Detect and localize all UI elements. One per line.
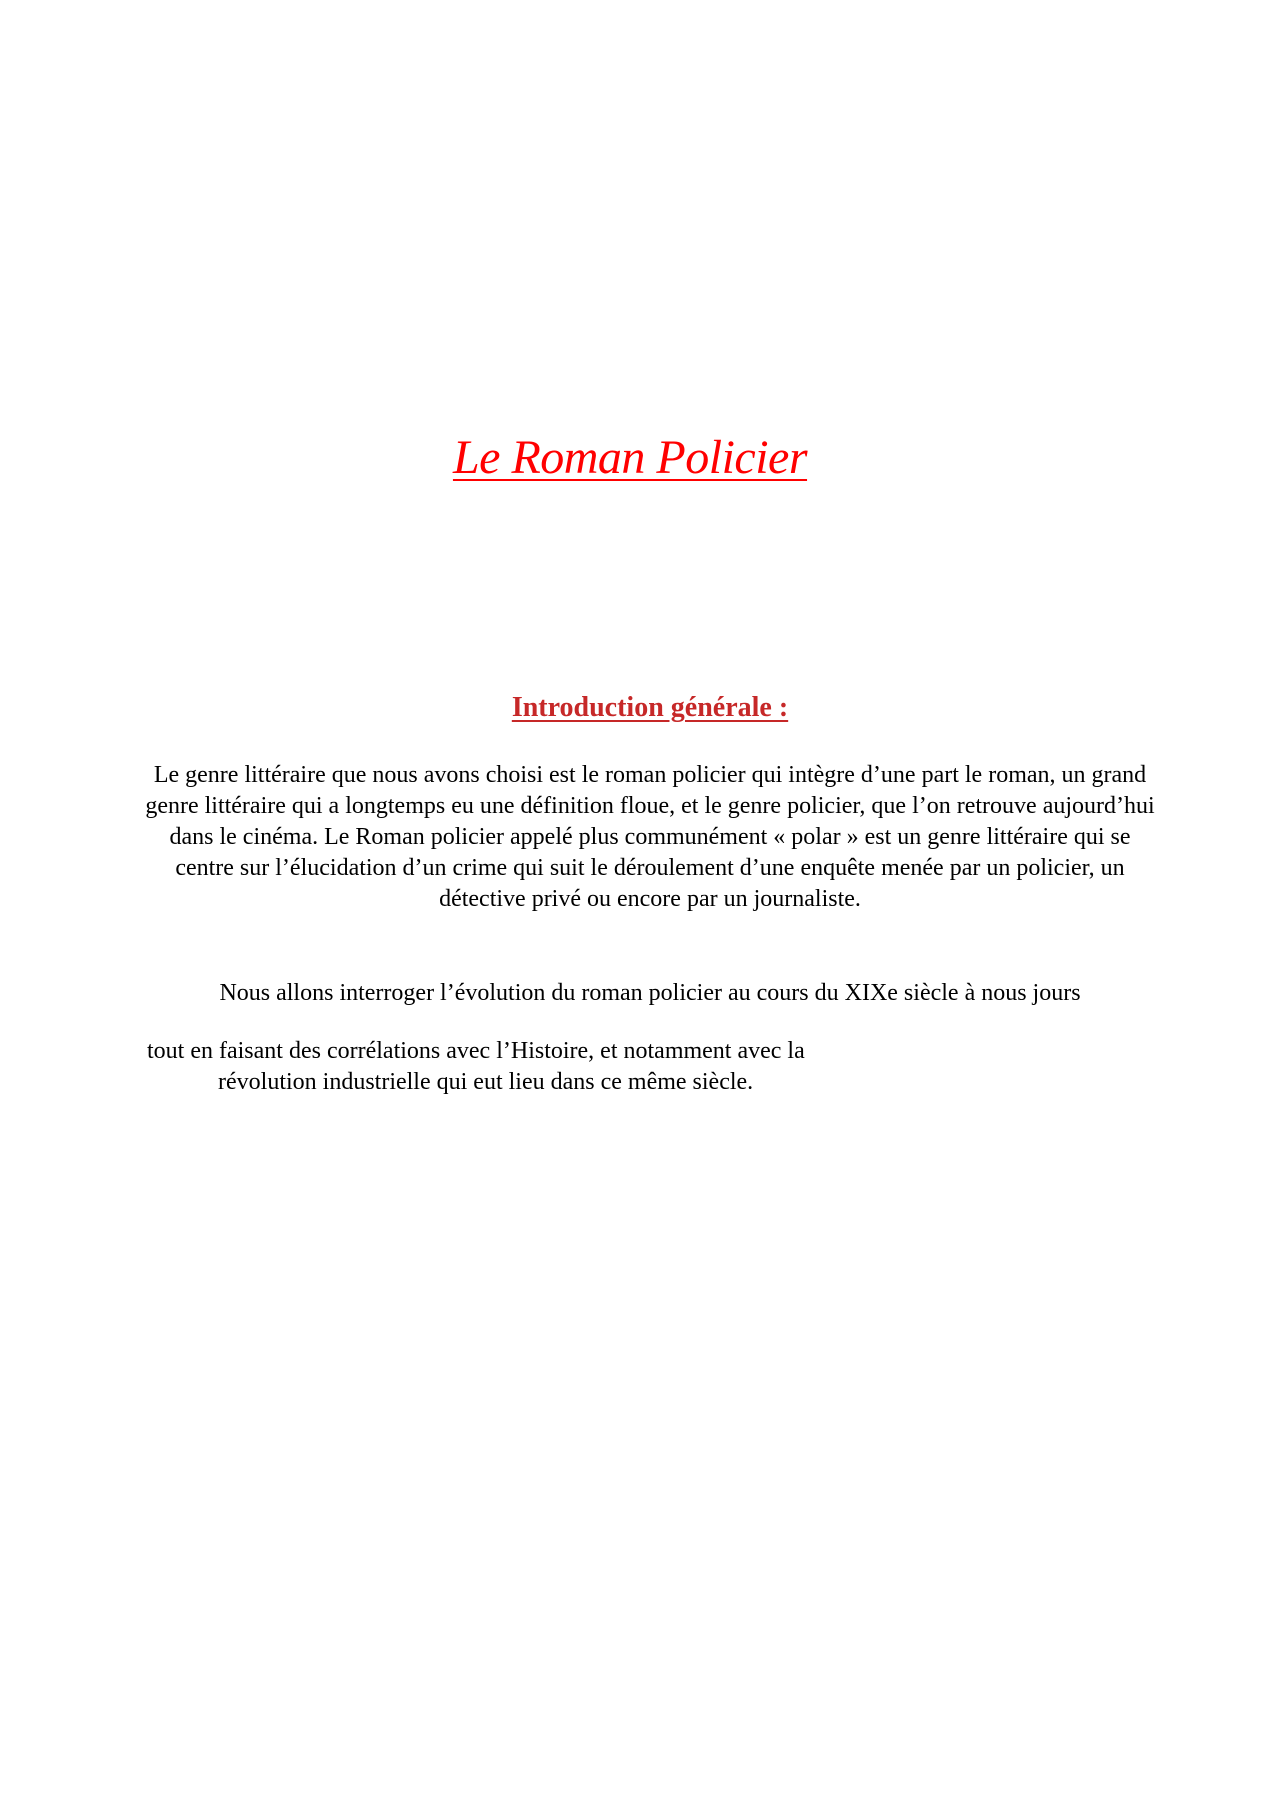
paragraph-objective: Nous allons interroger l’évolution du roman policier au cours du XIXe siècle à nous jours [219, 980, 1081, 1006]
section-heading-introduction: Introduction générale : [511, 692, 789, 723]
paragraph-continuation-line-1: tout en faisant des corrélations avec l’Histoire, et notamment avec la [147, 1038, 805, 1064]
document-title: Le Roman Policier [452, 431, 808, 484]
paragraph-introduction: Le genre littéraire que nous avons choisi est le roman policier qui intègre d’une part le roman, un grand genre littéraire qui a longtemps eu une définition floue, et le genre policier, que l’on retrouve aujourd’hui dans le cinéma. Le Roman policier appelé plus communément « polar » est un genre littéraire qui se centre sur l’élucidation d’un crime qui suit le déroulement d’une enquête menée par un policier, un détective privé ou encore par un journaliste. [145, 762, 1155, 912]
paragraph-continuation-line-2: révolution industrielle qui eut lieu dans ce même siècle. [218, 1069, 754, 1095]
